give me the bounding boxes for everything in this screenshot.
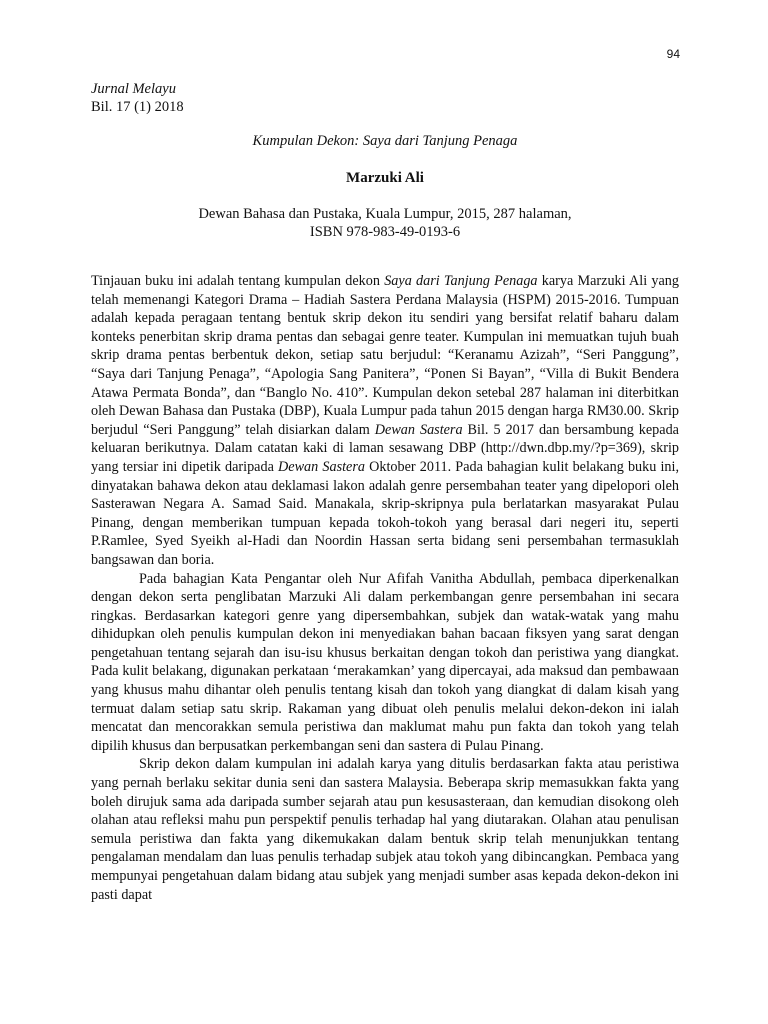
italic-text: Saya dari Tanjung Penaga	[384, 273, 538, 289]
review-body	[91, 272, 679, 904]
text-run: karya Marzuki Ali yang telah memenangi Kategori Drama – Hadiah Sastera Perdana Malaysia (HSPM) 2015-2016. Tumpuan adalah kepada peragaan tentang bentuk skrip dekon itu sendiri yang bersifat relatif baharu dalam konteks penerbitan skrip drama pentas dan sebagai genre teater. Kumpulan ini memuatkan tujuh buah skrip drama pentas berbentuk dekon, setiap satu berjudul: “Keranamu Azizah”, “Seri Panggung”, “Saya dari Tanjung Penaga”, “Apologia Sang Panitera”, “Ponen Si Bayan”, “Villa di Bukit Bendera Atawa Permata Bonda”, dan “Banglo No. 410”. Kumpulan dekon setebal 287 halaman ini diterbitkan oleh Dewan Bahasa dan Pustaka (DBP), Kuala Lumpur pada tahun 2015 dengan harga RM30.00. Skrip berjudul “Seri Panggung” telah disiarkan dalam	[91, 273, 679, 438]
italic-text: Dewan Sastera	[374, 421, 463, 438]
journal-issue: Bil. 17 (1) 2018	[91, 99, 184, 115]
journal-header	[91, 80, 184, 116]
author-name: Marzuki Ali	[346, 170, 424, 186]
review-title: Kumpulan Dekon: Saya dari Tanjung Penaga	[252, 133, 518, 149]
journal-name: Jurnal Melayu	[91, 81, 176, 97]
publication-info	[91, 205, 679, 241]
text-run: Pada bahagian Kata Pengantar oleh Nur Afifah Vanitha Abdullah, pembaca diperkenalkan dengan dekon serta penglibatan Marzuki Ali dalam perkembangan genre persembahan ini secara ringkas. Berdasarkan kategori genre yang dipersembahkan, subjek dan watak-watak yang mahu dihidupkan oleh penulis kumpulan dekon ini menyediakan bahan bacaan fiksyen yang sarat dengan pengetahuan tentang sejarah dan isu-isu khusus berkaitan dengan tokoh dan peristiwa yang diangkat. Pada kulit belakang, digunakan perkataan ‘merakamkan’ yang dipercayai, ada maksud dan pembawaan yang khusus mahu dihantar oleh penulis tentang kisah dan tokoh yang diangkat di dalam kisah yang termuat dalam setiap satu skrip. Rakaman yang dibuat oleh penulis melalui dekon-dekon ini ialah mencatat dan mencorakkan semula peristiwa dan maklumat mahu pun fakta dan tokoh yang telah dipilih khusus dan berpusatkan perkembangan seni dan sastera di Pulau Pinang.	[91, 570, 679, 754]
text-run: Bil. 5 2017 dan bersambung kepada keluaran berikutnya. Dalam catatan kaki di laman sesawang DBP (http://dwn.dbp.my/?p=369), skrip yang tersiar ini dipetik daripada	[91, 421, 679, 475]
paragraph	[91, 755, 679, 904]
text-run: Skrip dekon dalam kumpulan ini adalah karya yang ditulis berdasarkan fakta atau peristiwa yang pernah berlaku sekitar dunia seni dan sastera Malaysia. Beberapa skrip memasukkan fakta yang boleh dirujuk sama ada daripada sumber sejarah atau pun kesusasteraan, dan kemudian disokong oleh olahan atau refleksi mahu pun perspektif penulis terhadap hal yang diutarakan. Olahan atau penulisan semula peristiwa dan fakta yang dikemukakan dalam bentuk skrip telah menunjukkan tentang pengalaman mendalam dan luas penulis terhadap subjek atau tokoh yang dibincangkan. Pembaca yang mempunyai pengetahuan dalam bidang atau subjek yang menjadi sumber asas kepada dekon-dekon ini pasti dapat	[91, 756, 679, 903]
isbn-line: ISBN 978-983-49-0193-6	[309, 224, 461, 240]
italic-text: Dewan Sastera	[278, 458, 365, 475]
text-run: Tinjauan buku ini adalah tentang kumpulan dekon	[91, 273, 385, 289]
paragraph	[91, 272, 679, 570]
publication-line: Dewan Bahasa dan Pustaka, Kuala Lumpur, 2015, 287 halaman,	[198, 206, 572, 222]
text-run: Oktober 2011. Pada bahagian kulit belakang buku ini, dinyatakan bahawa dekon atau deklamasi lakon adalah genre persembahan teater yang dipelopori oleh Sasterawan Negara A. Samad Said. Manakala, skrip-skripnya pula berlatarkan masyarakat Pulau Pinang, dengan memberikan tumpuan kepada tokoh-tokoh yang berasal dari negeri itu, seperti P.Ramlee, Syed Syeikh al-Hadi dan Noordin Hassan serta bidang seni persembahan termasuklah bangsawan dan boria.	[91, 458, 679, 568]
page-number: 94	[666, 47, 680, 61]
paragraph	[91, 570, 679, 756]
